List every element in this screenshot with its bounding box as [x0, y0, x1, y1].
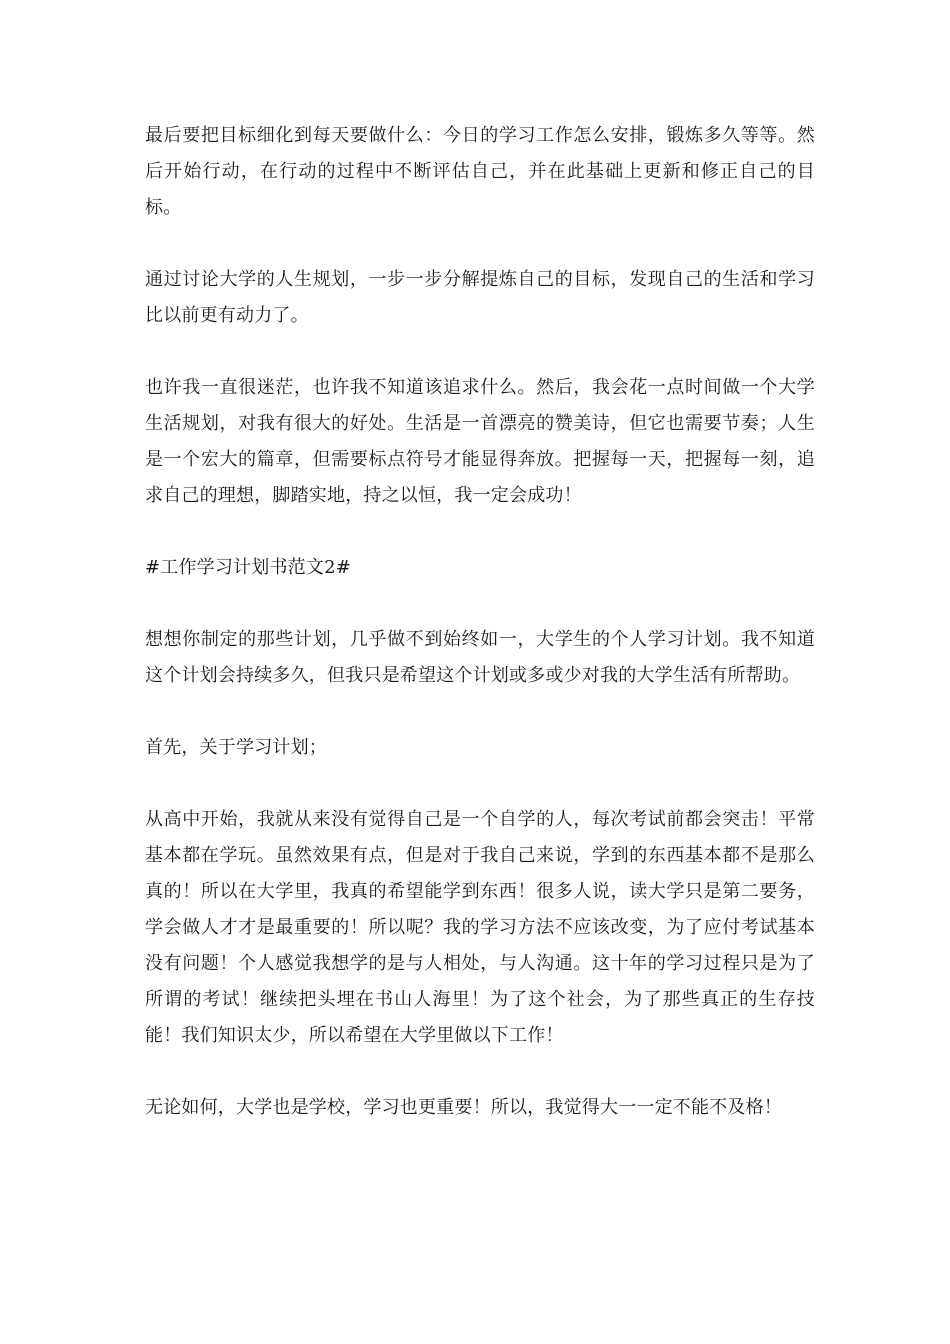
paragraph-life-planning: 通过讨论大学的人生规划，一步一步分解提炼自己的目标，发现自己的生活和学习比以前更有动力了。	[145, 269, 815, 326]
paragraph-conclusion: 无论如何，大学也是学校，学习也更重要！所以，我觉得大一一定不能不及格！	[145, 1097, 782, 1118]
paragraph-college-plan: 也许我一直很迷茫，也许我不知道该追求什么。然后，我会花一点时间做一个大学生活规划，对我有很大的好处。生活是一首漂亮的赞美诗，但它也需要节奏；人生是一个宏大的篇章，但需要标点符号才能显得奔放。把握每一天，把握每一刻，追求自己的理想，脚踏实地，持之以恒，我一定会成功！	[145, 377, 815, 506]
section-heading: #工作学习计划书范文2#	[145, 557, 352, 578]
paragraph-study-plan-title: 首先，关于学习计划；	[145, 737, 327, 758]
paragraph-high-school: 从高中开始，我就从来没有觉得自己是一个自学的人，每次考试前都会突击！平常基本都在学玩。虽然效果有点，但是对于我自己来说，学到的东西基本都不是那么真的！所以在大学里，我真的希望能学到东西！很多人说，读大学只是第二要务，学会做人才才是最重要的！所以呢？我的学习方法不应该改变，为了应付考试基本没有问题！个人感觉我想学的是与人相处，与人沟通。这十年的学习过程只是为了所谓的考试！继续把头埋在书山人海里！为了这个社会，为了那些真正的生存技能！我们知识太少，所以希望在大学里做以下工作！	[145, 809, 815, 1046]
paragraph-intro-plan: 想想你制定的那些计划，几乎做不到始终如一，大学生的个人学习计划。我不知道这个计划会持续多久，但我只是希望这个计划或多或少对我的大学生活有所帮助。	[145, 629, 815, 686]
document-body	[145, 118, 815, 1162]
paragraph-goal-breakdown: 最后要把目标细化到每天要做什么：今日的学习工作怎么安排，锻炼多久等等。然后开始行动，在行动的过程中不断评估自己，并在此基础上更新和修正自己的目标。	[145, 125, 815, 218]
